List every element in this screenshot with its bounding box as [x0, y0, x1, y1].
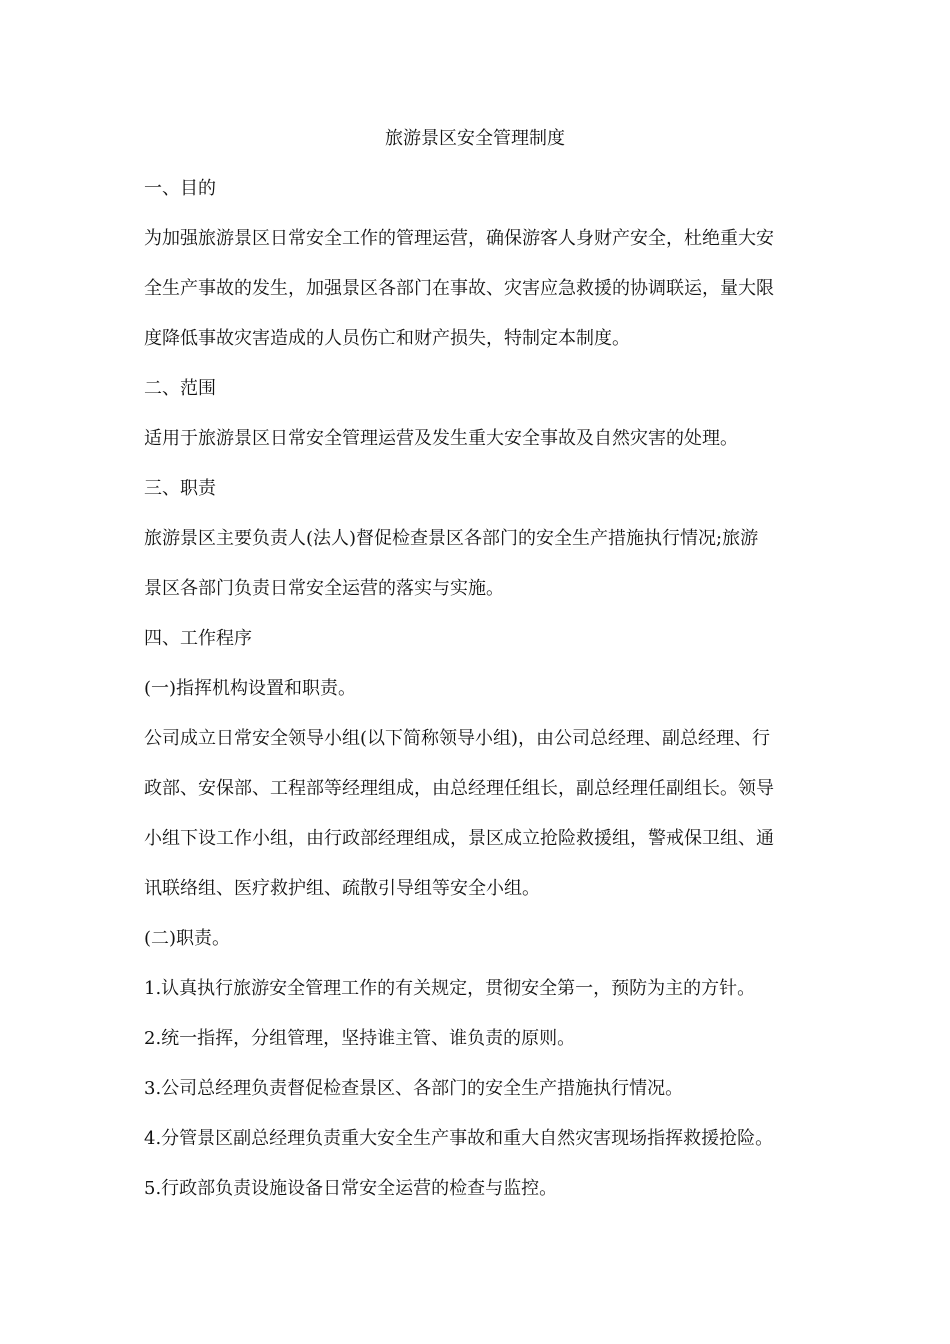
- paragraph-line: 小组下设工作小组，由行政部经理组成，景区成立抢险救援组，警戒保卫组、通: [144, 828, 774, 849]
- paragraph-line: 景区各部门负责日常安全运营的落实与实施。: [144, 578, 504, 599]
- section-heading-purpose: 一、目的: [144, 178, 216, 199]
- paragraph-line: 全生产事故的发生，加强景区各部门在事故、灾害应急救援的协调联运，量大限: [144, 278, 774, 299]
- list-item: 4.分管景区副总经理负责重大安全生产事故和重大自然灾害现场指挥救援抢险。: [144, 1128, 774, 1149]
- subsection-heading: (一)指挥机构设置和职责。: [144, 678, 357, 699]
- subsection-heading: (二)职责。: [144, 928, 231, 949]
- paragraph-line: 政部、安保部、工程部等经理组成，由总经理任组长，副总经理任副组长。领导: [144, 778, 774, 799]
- section-heading-duties: 三、职责: [144, 478, 216, 499]
- list-item: 2.统一指挥，分组管理，坚持谁主管、谁负责的原则。: [144, 1028, 576, 1049]
- paragraph-line: 度降低事故灾害造成的人员伤亡和财产损失，特制定本制度。: [144, 328, 630, 349]
- document-title: 旅游景区安全管理制度: [385, 128, 565, 149]
- section-heading-procedure: 四、工作程序: [144, 628, 252, 649]
- list-item: 5.行政部负责设施设备日常安全运营的检查与监控。: [144, 1178, 558, 1199]
- paragraph-line: 适用于旅游景区日常安全管理运营及发生重大安全事故及自然灾害的处理。: [144, 428, 738, 449]
- list-item: 1.认真执行旅游安全管理工作的有关规定，贯彻安全第一，预防为主的方针。: [144, 978, 756, 999]
- list-item: 3.公司总经理负责督促检查景区、各部门的安全生产措施执行情况。: [144, 1078, 684, 1099]
- paragraph-line: 讯联络组、医疗救护组、疏散引导组等安全小组。: [144, 878, 540, 899]
- paragraph-line: 为加强旅游景区日常安全工作的管理运营，确保游客人身财产安全，杜绝重大安: [144, 228, 774, 249]
- paragraph-line: 公司成立日常安全领导小组(以下简称领导小组)，由公司总经理、副总经理、行: [144, 728, 771, 749]
- paragraph-line: 旅游景区主要负责人(法人)督促检查景区各部门的安全生产措施执行情况;旅游: [144, 528, 759, 549]
- section-heading-scope: 二、范围: [144, 378, 216, 399]
